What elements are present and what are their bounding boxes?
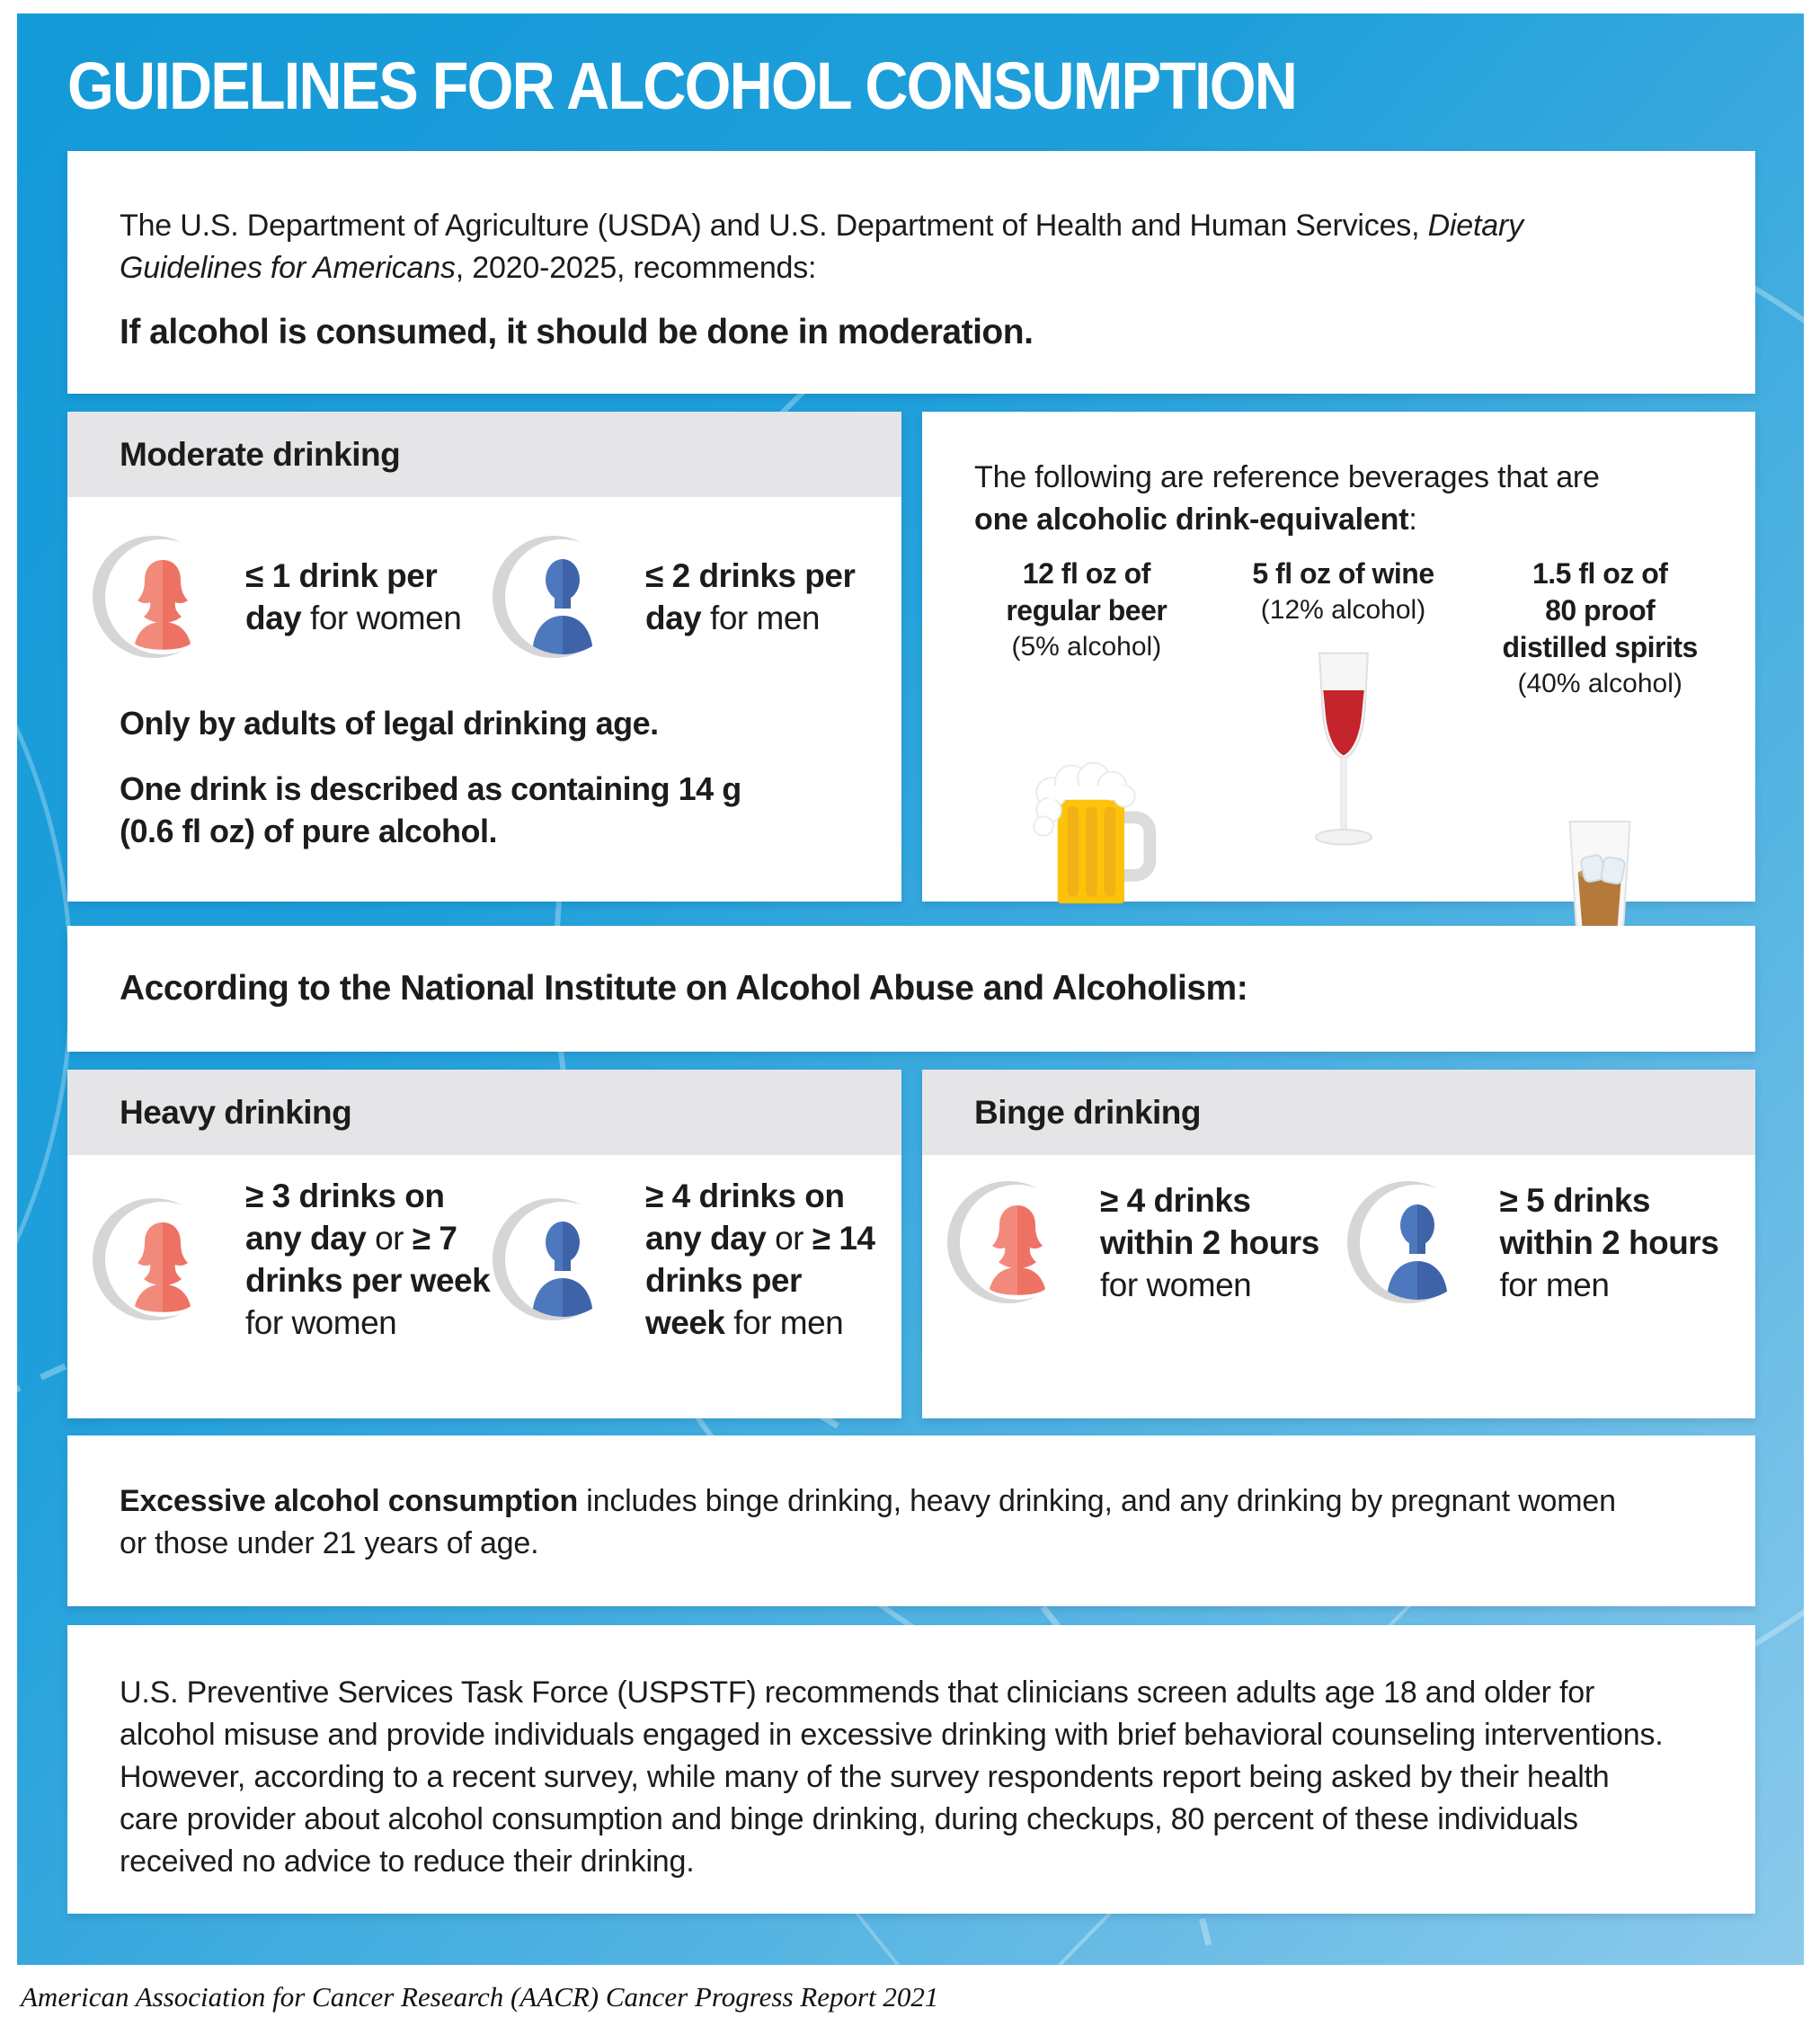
heavy-women-stat xyxy=(93,1175,493,1344)
moderate-men-text xyxy=(645,555,855,639)
reference-intro-colon: : xyxy=(1408,502,1417,537)
heavy-women-text xyxy=(245,1175,490,1344)
usda-text-prefix: The U.S. Department of Agriculture (USDA) and U.S. Department of Health and Human Services, xyxy=(120,209,1428,243)
heavy-women-line2-or: or xyxy=(366,1220,413,1257)
moderate-women-line2-bold: day xyxy=(245,600,302,636)
usda-text-italic-title: Dietary Guidelines for Americans xyxy=(120,209,1523,285)
heavy-women-line4: for women xyxy=(245,1304,397,1341)
man-silhouette-icon xyxy=(493,529,627,664)
man-silhouette-icon xyxy=(493,1192,627,1327)
panel-binge-drinking xyxy=(922,1070,1755,1418)
panel-reference-beverages xyxy=(922,412,1755,902)
spirits-label-line1: 1.5 fl oz of xyxy=(1531,557,1668,590)
spirits-alcohol-percent: (40% alcohol) xyxy=(1517,669,1682,698)
one-drink-definition xyxy=(67,768,901,852)
binge-men-stat xyxy=(1347,1175,1747,1310)
moderate-women-stat xyxy=(93,529,493,664)
heavy-women-line1: ≥ 3 drinks on xyxy=(245,1177,445,1214)
excessive-rest: includes binge drinking, heavy drinking, and any drinking by pregnant women or those under 21 years of age. xyxy=(120,1484,1616,1560)
binge-men-text xyxy=(1500,1179,1719,1306)
panel-excessive-consumption xyxy=(67,1435,1755,1606)
heavy-women-line3: drinks per week xyxy=(245,1262,491,1299)
man-silhouette-icon xyxy=(1347,1175,1482,1310)
woman-silhouette-icon xyxy=(93,1192,227,1327)
moderation-statement: If alcohol is consumed, it should be done in moderation. xyxy=(120,313,1034,351)
beer-label-line2: regular beer xyxy=(1006,594,1167,626)
binge-women-line1: ≥ 4 drinks xyxy=(1100,1181,1251,1219)
binge-men-line1: ≥ 5 drinks xyxy=(1499,1181,1650,1219)
heavy-men-line1: ≥ 4 drinks on xyxy=(645,1177,845,1214)
reference-wine-column xyxy=(1215,555,1472,946)
heavy-drinking-title: Heavy drinking xyxy=(120,1093,352,1131)
binge-women-line3: for women xyxy=(1100,1266,1252,1303)
heavy-stats-row xyxy=(67,1175,901,1344)
niaaa-heading: According to the National Institute on Alcohol Abuse and Alcoholism: xyxy=(120,969,1248,1008)
moderate-men-stat xyxy=(493,529,892,664)
blue-card-background xyxy=(17,13,1804,1965)
moderate-drinking-header xyxy=(67,412,901,497)
excessive-paragraph xyxy=(120,1480,1647,1565)
moderate-stats-row xyxy=(67,529,901,664)
wine-label-line1: 5 fl oz of wine xyxy=(1252,557,1434,590)
heavy-men-line2-or: or xyxy=(766,1220,812,1257)
spirits-label-line3: distilled spirits xyxy=(1502,631,1698,663)
moderate-women-line2-regular: for women xyxy=(301,600,462,636)
binge-men-line3: for men xyxy=(1499,1266,1610,1303)
moderate-men-line1: ≤ 2 drinks per xyxy=(645,557,856,594)
beer-label xyxy=(958,555,1215,629)
heavy-men-line4-regular: for men xyxy=(724,1304,844,1341)
moderate-men-line2-bold: day xyxy=(645,600,702,636)
excessive-bold-lead: Excessive alcohol consumption xyxy=(120,1484,579,1518)
uspstf-paragraph: U.S. Preventive Services Task Force (USPSTF) recommends that clinicians screen adults age 18 and older for alcohol misuse and provide individuals engaged in excessive drinking with brief behavioral counseling interventions. However, according to a recent survey, while many of the survey respondents report being asked by their health care provider about alcohol consumption and binge drinking, during checkups, 80 percent of these individuals received no advice to reduce their drinking. xyxy=(120,1675,1664,1879)
beer-mug-icon xyxy=(1003,749,1170,909)
binge-women-text xyxy=(1100,1179,1319,1306)
panel-niaaa-heading xyxy=(67,926,1755,1052)
wine-glass-icon xyxy=(1288,645,1399,872)
usda-paragraph xyxy=(120,205,1647,289)
heavy-men-line4-bold: week xyxy=(645,1304,725,1341)
binge-stats-row xyxy=(922,1175,1755,1310)
one-drink-definition-line1: One drink is described as containing 14 g xyxy=(120,770,741,807)
binge-women-stat xyxy=(947,1175,1347,1310)
beer-label-line1: 12 fl oz of xyxy=(1022,557,1150,590)
heavy-men-line3: drinks per xyxy=(645,1262,802,1299)
heavy-women-line2-bold2: ≥ 7 xyxy=(412,1220,457,1257)
reference-beer-column xyxy=(958,555,1215,946)
heavy-men-text xyxy=(645,1175,875,1344)
woman-silhouette-icon xyxy=(947,1175,1082,1310)
spirits-label xyxy=(1471,555,1728,666)
panel-moderate-drinking xyxy=(67,412,901,902)
woman-silhouette-icon xyxy=(93,529,227,664)
wine-alcohol-percent: (12% alcohol) xyxy=(1260,595,1426,625)
binge-drinking-title: Binge drinking xyxy=(974,1093,1201,1131)
panel-usda-recommendation xyxy=(67,151,1755,394)
spirits-label-line2: 80 proof xyxy=(1545,594,1656,626)
binge-men-line2: within 2 hours xyxy=(1499,1223,1719,1261)
binge-drinking-header xyxy=(922,1070,1755,1155)
moderate-drinking-title: Moderate drinking xyxy=(120,435,401,473)
beer-alcohol-percent: (5% alcohol) xyxy=(1011,632,1162,662)
heavy-women-line2-bold: any day xyxy=(245,1220,367,1257)
one-drink-definition-line2: (0.6 fl oz) of pure alcohol. xyxy=(120,813,498,849)
reference-spirits-column xyxy=(1471,555,1728,946)
binge-women-line2: within 2 hours xyxy=(1100,1223,1319,1261)
heavy-men-line2-bold: any day xyxy=(645,1220,767,1257)
heavy-men-line2-bold2: ≥ 14 xyxy=(812,1220,875,1257)
reference-intro-bold: one alcoholic drink-equivalent xyxy=(974,502,1409,537)
reference-columns xyxy=(922,555,1755,946)
reference-intro xyxy=(922,412,1755,541)
panel-uspstf xyxy=(67,1625,1755,1914)
reference-intro-regular: The following are reference beverages that are xyxy=(974,460,1600,494)
moderate-women-text xyxy=(245,555,461,639)
heavy-drinking-header xyxy=(67,1070,901,1155)
legal-age-note: Only by adults of legal drinking age. xyxy=(120,705,659,742)
panel-heavy-drinking xyxy=(67,1070,901,1418)
heavy-men-stat xyxy=(493,1175,892,1344)
wine-label xyxy=(1215,555,1472,592)
page-title: GUIDELINES FOR ALCOHOL CONSUMPTION xyxy=(67,49,1297,123)
moderate-men-line2-regular: for men xyxy=(701,600,820,636)
moderate-women-line1: ≤ 1 drink per xyxy=(245,557,438,594)
usda-text-suffix: , 2020-2025, recommends: xyxy=(455,251,817,285)
source-attribution: American Association for Cancer Research (AACR) Cancer Progress Report 2021 xyxy=(21,1981,939,2013)
